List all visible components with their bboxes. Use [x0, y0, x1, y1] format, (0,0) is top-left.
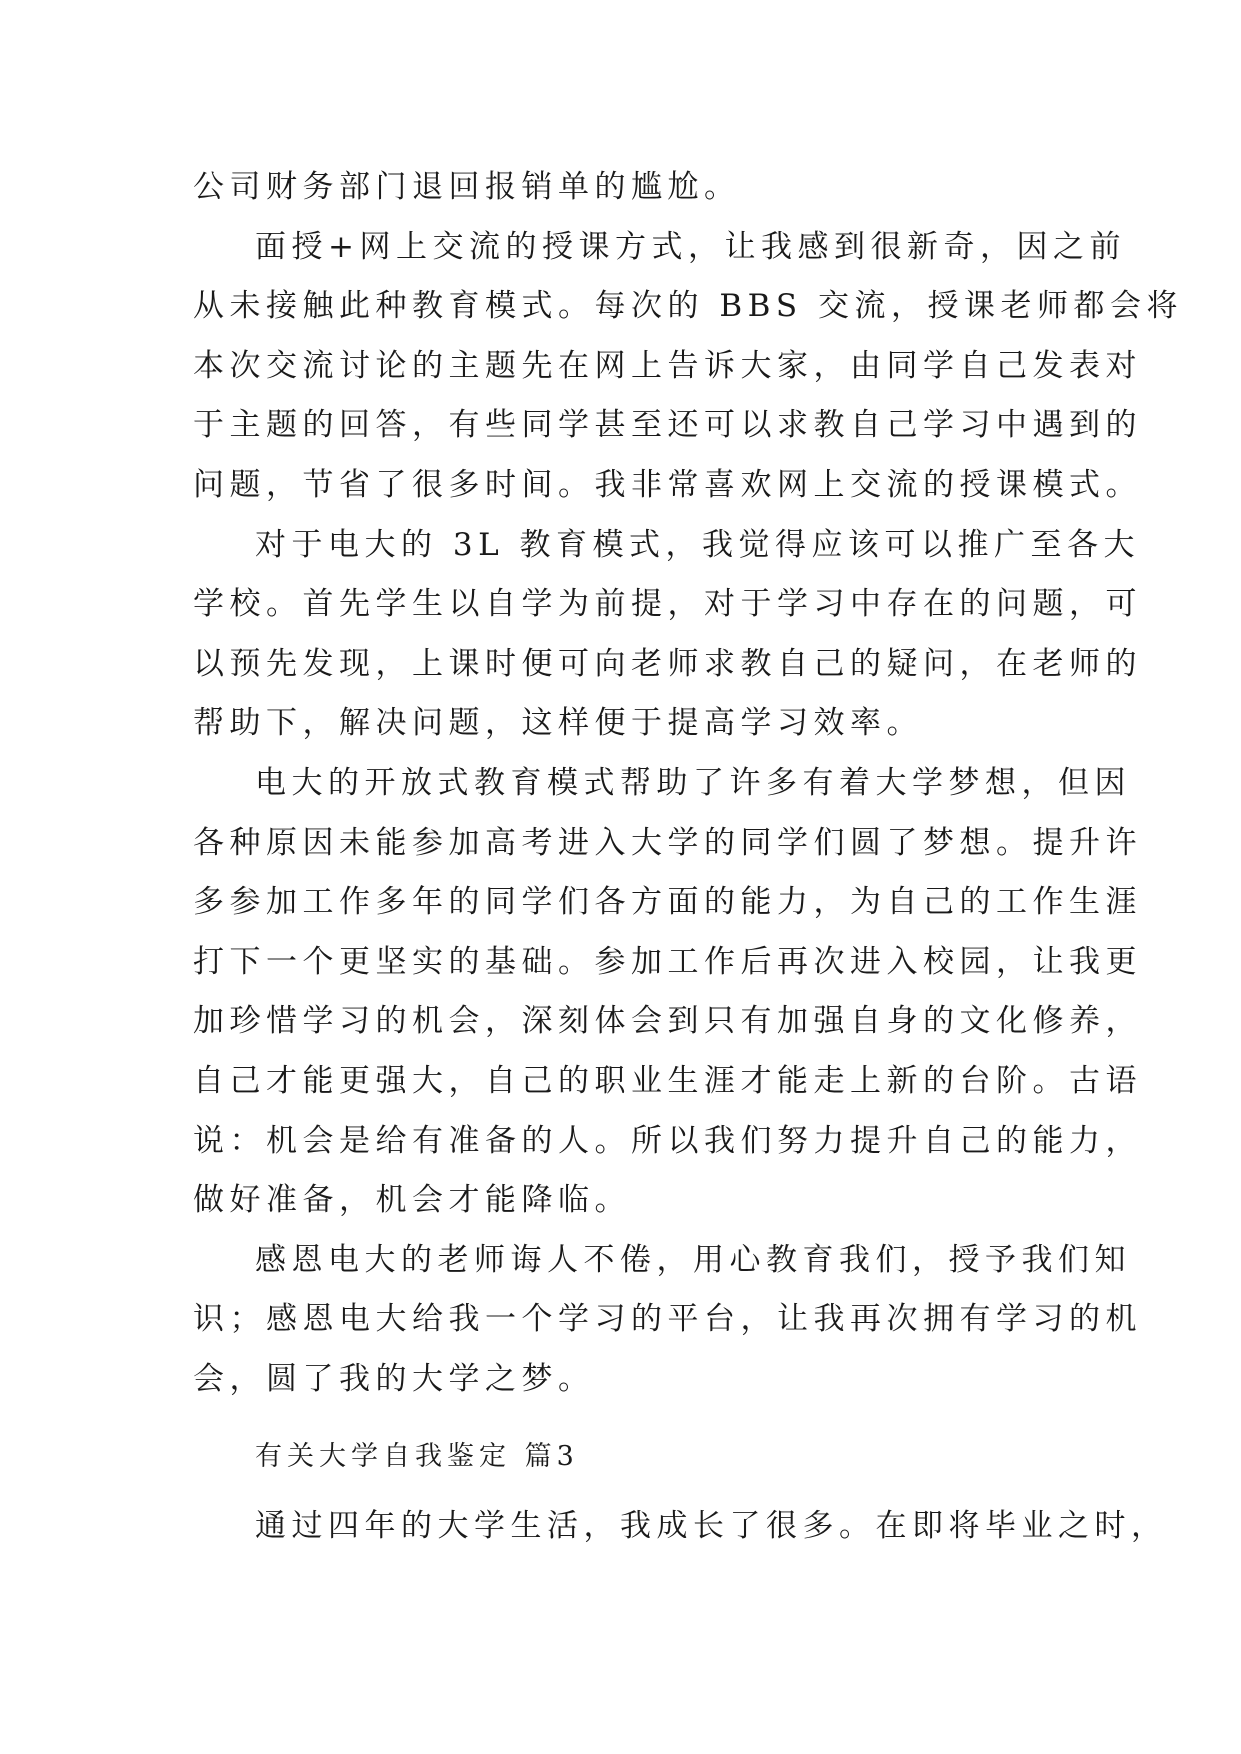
paragraph-start: 面授+网上交流的授课方式，让我感到很新奇，因之前 — [255, 228, 1126, 265]
text-line: 打下一个更坚实的基础。参加工作后再次进入校园，让我更 — [193, 943, 1142, 980]
text-line: 本次交流讨论的主题先在网上告诉大家，由同学自己发表对 — [193, 347, 1142, 384]
text-line: 说：机会是给有准备的人。所以我们努力提升自己的能力， — [193, 1122, 1142, 1159]
text-line: 会，圆了我的大学之梦。 — [193, 1360, 595, 1397]
text-line: 公司财务部门退回报销单的尴尬。 — [193, 169, 741, 205]
text-line: 问题，节省了很多时间。我非常喜欢网上交流的授课模式。 — [193, 466, 1142, 503]
text-line: 自己才能更强大，自己的职业生涯才能走上新的台阶。古语 — [193, 1062, 1142, 1099]
paragraph-start: 电大的开放式教育模式帮助了许多有着大学梦想，但因 — [255, 764, 1131, 801]
text-line: 做好准备，机会才能降临。 — [193, 1182, 631, 1219]
section-heading: 有关大学自我鉴定 篇3 — [255, 1441, 579, 1472]
body-text — [193, 158, 1184, 1409]
text-line: 从未接触此种教育模式。每次的 BBS 交流，授课老师都会将 — [193, 288, 1184, 325]
text-line: 于主题的回答，有些同学甚至还可以求教自己学习中遇到的 — [193, 407, 1142, 444]
paragraph-start: 感恩电大的老师诲人不倦，用心教育我们，授予我们知 — [255, 1241, 1131, 1278]
paragraph-start: 对于电大的 3L 教育模式，我觉得应该可以推广至各大 — [255, 526, 1141, 563]
text-line: 帮助下，解决问题，这样便于提高学习效率。 — [193, 705, 923, 742]
text-line: 各种原因未能参加高考进入大学的同学们圆了梦想。提升许 — [193, 824, 1142, 861]
text-line: 学校。首先学生以自学为前提，对于学习中存在的问题，可 — [193, 586, 1142, 623]
text-line: 以预先发现，上课时便可向老师求教自己的疑问，在老师的 — [193, 645, 1142, 682]
text-line: 多参加工作多年的同学们各方面的能力，为自己的工作生涯 — [193, 884, 1142, 921]
text-line: 加珍惜学习的机会，深刻体会到只有加强自身的文化修养， — [193, 1003, 1142, 1040]
paragraph-start: 通过四年的大学生活，我成长了很多。在即将毕业之时， — [255, 1508, 1168, 1544]
text-line: 识；感恩电大给我一个学习的平台，让我再次拥有学习的机 — [193, 1301, 1142, 1338]
